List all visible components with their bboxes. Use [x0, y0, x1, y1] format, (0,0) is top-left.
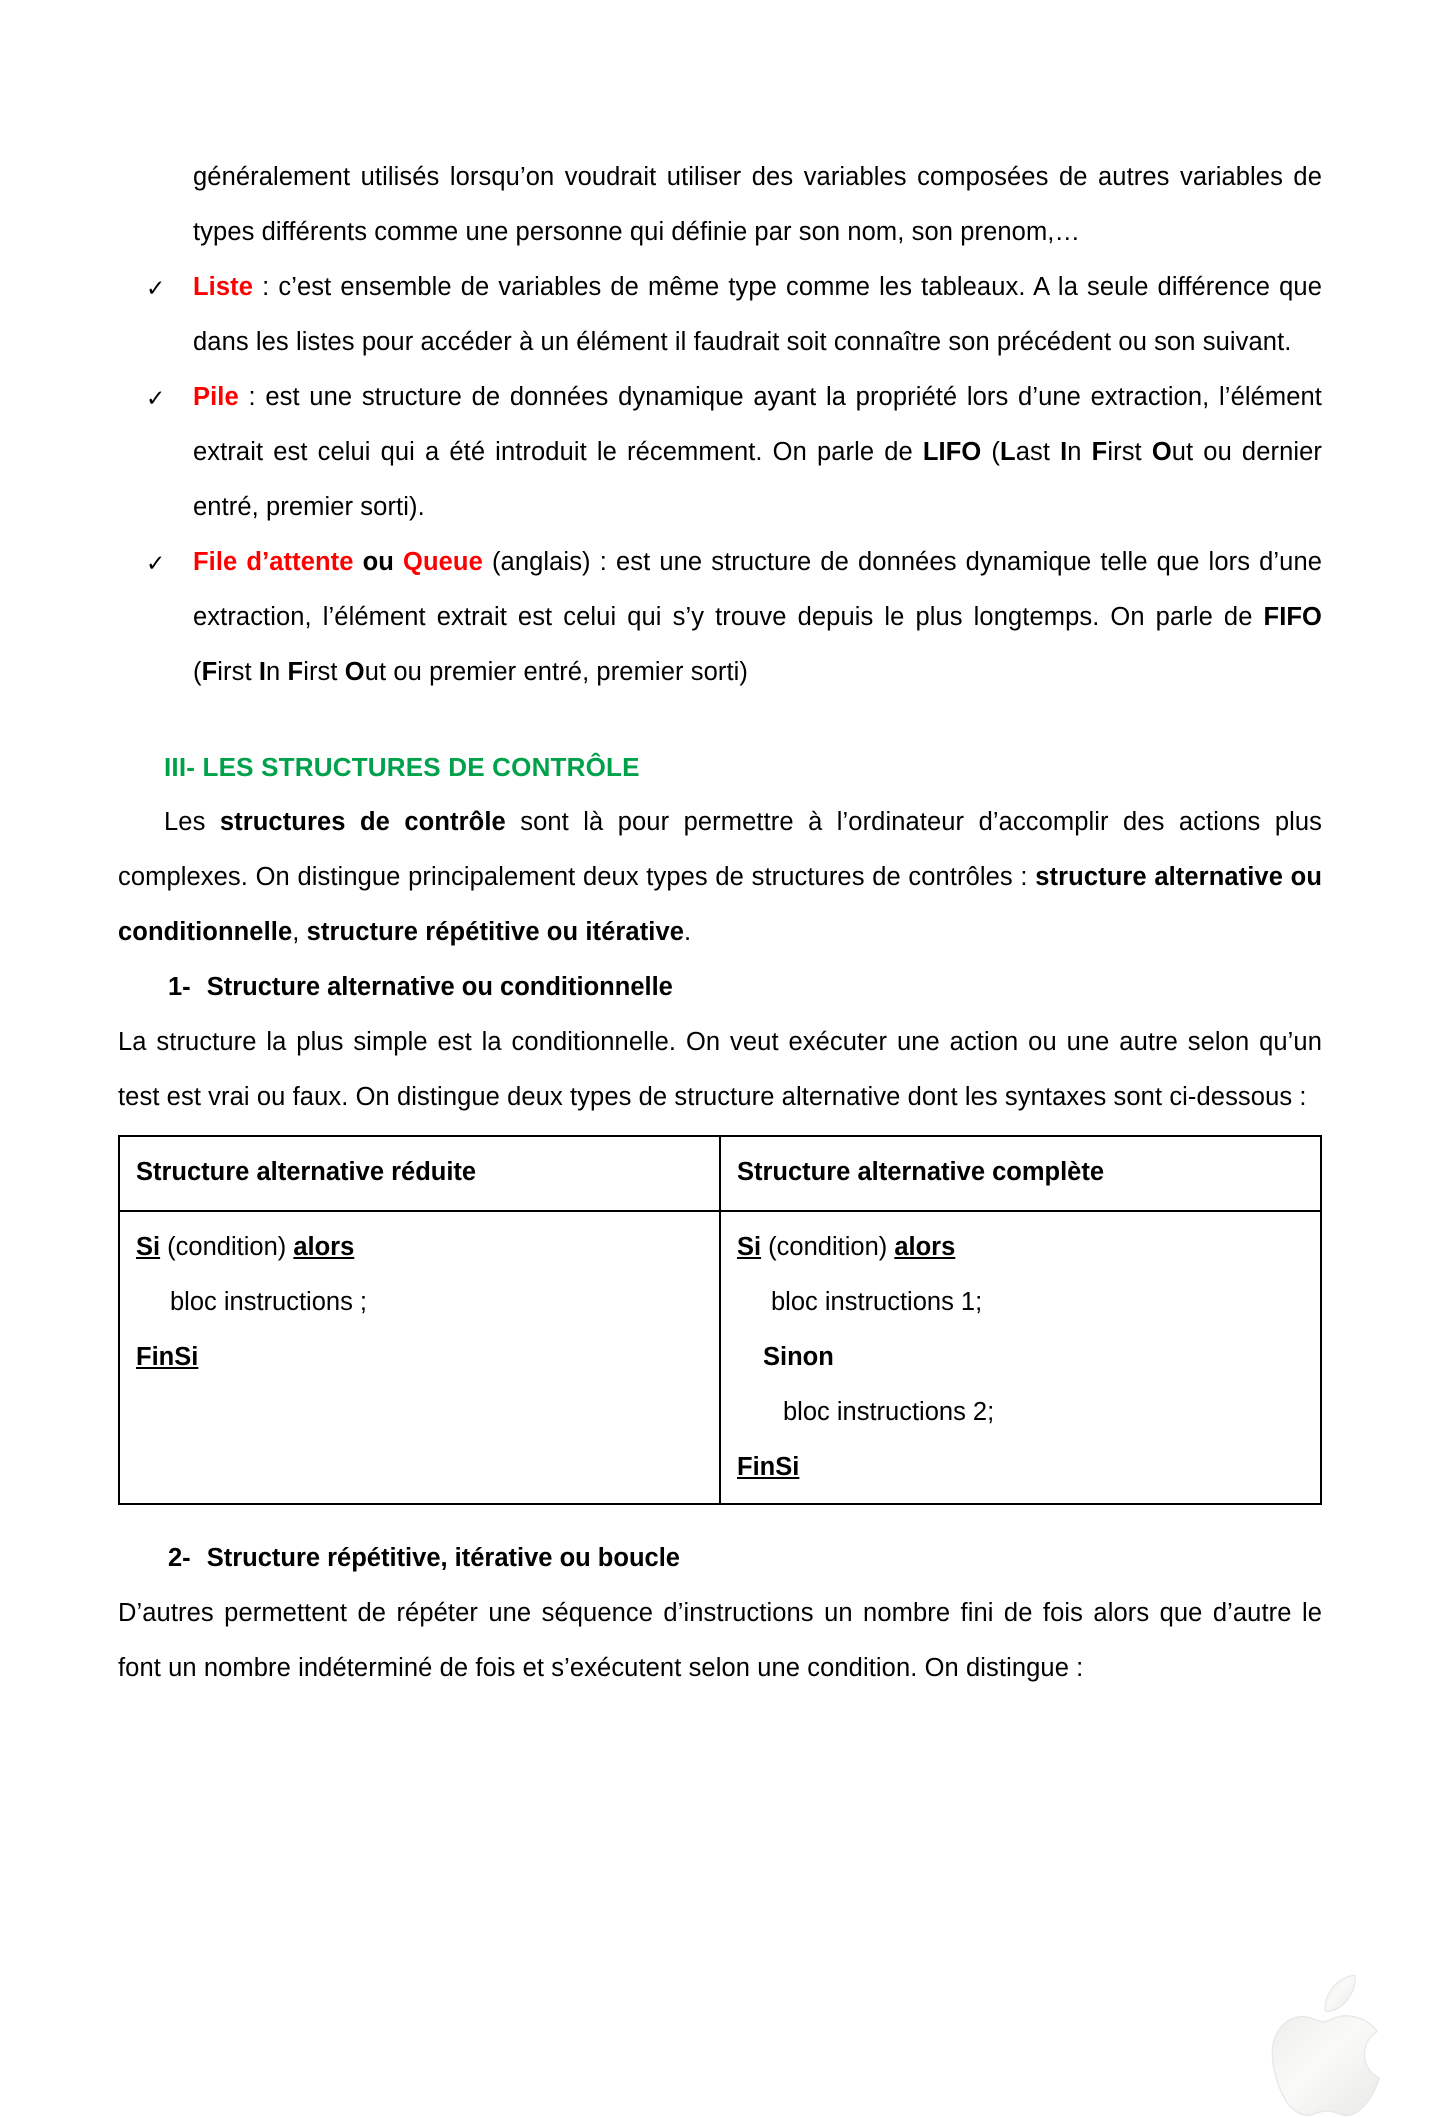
fifo-word-first2: irst	[303, 658, 345, 686]
keyword-alors: alors	[894, 1233, 956, 1261]
bullet-pile-term: Pile	[193, 383, 239, 411]
subsection-1-heading	[118, 960, 1322, 1015]
bullet-liste-separator: :	[253, 273, 279, 301]
reduite-blank-line-2	[136, 1440, 705, 1464]
subsection-2-title: Structure répétitive, itérative ou boucle	[206, 1544, 680, 1572]
bullet-pile-separator: :	[238, 383, 266, 411]
table-header-complete: Structure alternative complète	[720, 1136, 1321, 1211]
fifo-letter-f2: F	[287, 658, 304, 686]
reduite-line-finsi	[136, 1330, 705, 1385]
section-intro-paragraph	[118, 795, 1322, 960]
bullet-liste-text: c’est ensemble de variables de même type comme les tableaux. A la seule différence que dans les listes pour accéder à un élément il faudrait soit connaître son précédent ou son suivant.	[193, 273, 1322, 356]
lifo-word-first: irst	[1107, 438, 1152, 466]
bullet-file-text-after: ou premier entré, premier sorti)	[386, 658, 749, 686]
table-row-body	[119, 1211, 1321, 1504]
complete-line-sinon	[737, 1330, 1306, 1385]
intro-bold-structure-repetitive: structure répétitive ou itérative	[306, 918, 685, 946]
complete-line-si	[737, 1220, 1306, 1275]
bullet-liste-term: Liste	[193, 273, 254, 301]
reduite-condition: (condition)	[160, 1233, 294, 1261]
lifo-letter-l: L	[1000, 438, 1016, 466]
keyword-finsi: FinSi	[136, 1343, 199, 1371]
fifo-letter-i: I	[258, 658, 267, 686]
bullet-file-conjunction	[354, 548, 363, 576]
complete-line-bloc-1: bloc instructions 1;	[771, 1288, 983, 1316]
checkmark-icon: ✓	[146, 385, 166, 411]
lifo-word-out: ut	[1171, 438, 1194, 466]
subsection-2-heading	[118, 1531, 1322, 1586]
bullet-file-paragraph	[193, 535, 1322, 700]
complete-line-finsi	[737, 1440, 1306, 1495]
bullet-pile-paragraph	[193, 370, 1322, 535]
section-heading-structures-de-controle: III- LES STRUCTURES DE CONTRÔLE	[164, 752, 640, 782]
lifo-paren-open: (	[981, 438, 1001, 466]
continuation-paragraph	[118, 150, 1322, 260]
keyword-finsi: FinSi	[737, 1453, 800, 1481]
bullet-file-ou: ou	[362, 548, 394, 576]
checkmark-icon: ✓	[146, 275, 166, 301]
intro-bold-structure-alternative: structure alternative ou conditionnelle	[118, 863, 1322, 946]
intro-text-4: .	[684, 918, 692, 946]
fifo-word-first1: irst	[217, 658, 259, 686]
keyword-si: Si	[737, 1233, 762, 1261]
table-cell-structure-reduite	[119, 1211, 720, 1504]
complete-line-bloc-2: bloc instructions 2;	[783, 1398, 995, 1426]
fifo-word-in: n	[266, 658, 288, 686]
intro-text-1: Les	[164, 808, 220, 836]
acronym-lifo: LIFO	[922, 438, 982, 466]
reduite-line-si	[136, 1220, 705, 1275]
subsection-2-number: 2-	[168, 1544, 191, 1572]
fifo-word-out: ut	[364, 658, 387, 686]
subsection-1-title: Structure alternative ou conditionnelle	[206, 973, 673, 1001]
spacer	[118, 1505, 1322, 1531]
lifo-letter-i: I	[1060, 438, 1068, 466]
table-row-header	[119, 1136, 1321, 1211]
bullet-pile-text-after: ou dernier entré, premier sorti).	[193, 438, 1322, 521]
bullet-item-pile	[118, 370, 1322, 535]
continuation-text: généralement utilisés lorsqu’on voudrait utiliser des variables composées de autres variables de types différents comme une personne qui définie par son nom, son prenom,…	[193, 163, 1322, 246]
complete-condition: (condition)	[761, 1233, 895, 1261]
checkmark-icon: ✓	[146, 550, 166, 576]
subsection-1-body: La structure la plus simple est la conditionnelle. On veut exécuter une action ou une autre selon qu’un test est vrai ou faux. On distingue deux types de structure alternative dont les syntaxes sont ci-dessous :	[118, 1028, 1322, 1111]
bullet-liste-paragraph	[193, 260, 1322, 370]
keyword-sinon: Sinon	[763, 1343, 834, 1371]
lifo-letter-f: F	[1091, 438, 1108, 466]
reduite-blank-line-1	[136, 1385, 705, 1440]
bullet-file-term: File d’attente	[193, 548, 354, 576]
bullet-item-liste	[118, 260, 1322, 370]
keyword-alors: alors	[293, 1233, 355, 1261]
intro-bold-structures-de-controle: structures de contrôle	[219, 808, 506, 836]
subsection-1-number: 1-	[168, 973, 191, 1001]
table-header-reduite: Structure alternative réduite	[119, 1136, 720, 1211]
lifo-word-last: ast	[1015, 438, 1061, 466]
table-cell-structure-complete	[720, 1211, 1321, 1504]
bullet-file-text-before: est une structure de données dynamique telle que lors d’une extraction, l’élément extrait est celui qui s’y trouve depuis le plus longtemps. On parle de	[193, 548, 1323, 631]
fifo-letter-o: O	[344, 658, 365, 686]
reduite-line-bloc: bloc instructions ;	[170, 1288, 368, 1316]
bullet-item-file-attente	[118, 535, 1322, 700]
fifo-letter-f1: F	[201, 658, 218, 686]
lifo-letter-o: O	[1151, 438, 1172, 466]
intro-text-3: ,	[292, 918, 307, 946]
fifo-paren-open: (	[193, 658, 202, 686]
acronym-fifo: FIFO	[1263, 603, 1322, 631]
lifo-word-in: n	[1067, 438, 1092, 466]
keyword-si: Si	[136, 1233, 161, 1261]
syntax-comparison-table	[118, 1135, 1322, 1505]
subsection-2-body: D’autres permettent de répéter une séquence d’instructions un nombre fini de fois alors que d’autre le font un nombre indéterminé de fois et s’exécutent selon une condition. On distingue :	[118, 1599, 1322, 1682]
bullet-pile-text-before: est une structure de données dynamique ayant la propriété lors d’une extraction, l’élément extrait est celui qui a été introduit le récemment. On parle de	[193, 383, 1322, 466]
intro-text-2: sont là pour permettre à l’ordinateur d’accomplir des actions plus complexes. On distingue principalement deux types de structures de contrôles :	[118, 808, 1323, 891]
bullet-file-space2	[394, 548, 403, 576]
bullet-file-term2: Queue	[403, 548, 483, 576]
spacer	[118, 700, 1322, 740]
bullet-file-separator: (anglais) :	[482, 548, 616, 576]
